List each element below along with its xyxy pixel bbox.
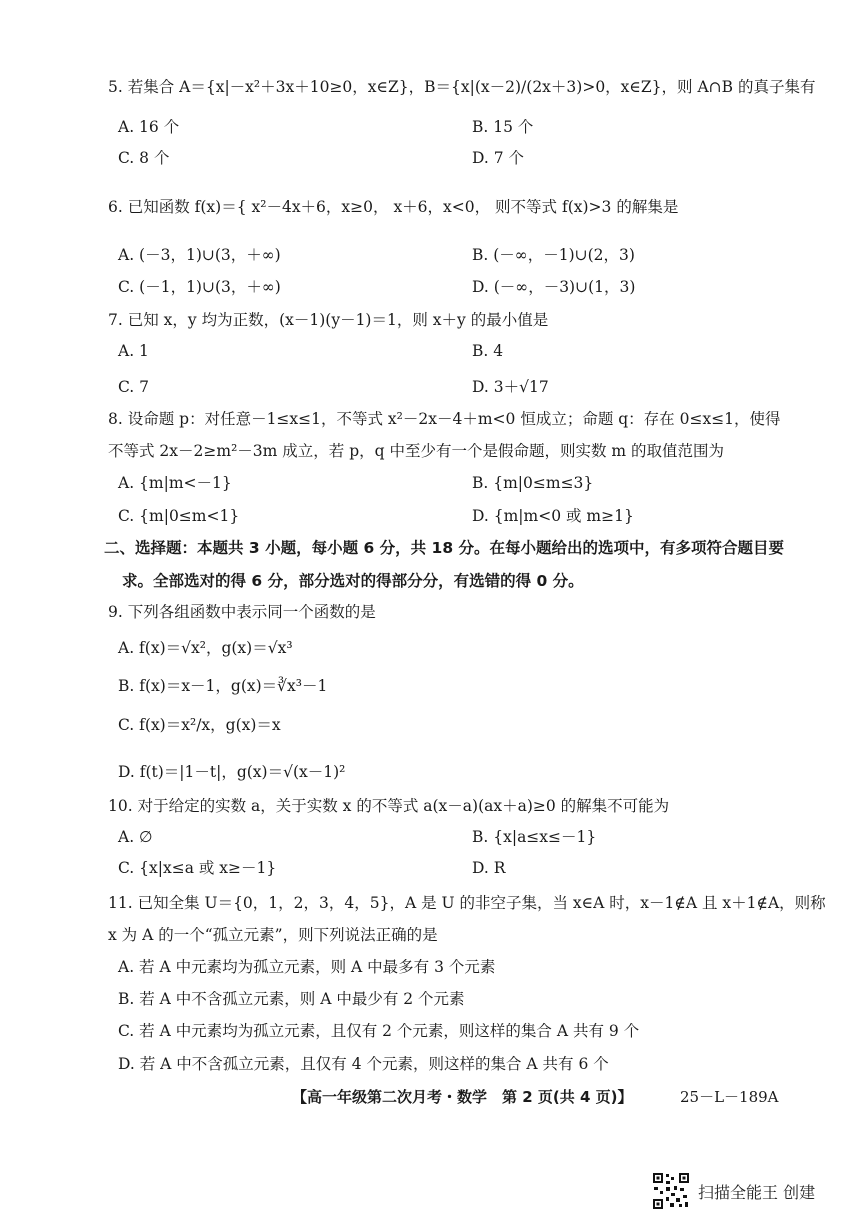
section-2-heading-line-2: 求。全部选对的得 6 分，部分选对的得部分分，有选错的得 0 分。 bbox=[122, 572, 584, 590]
question-6-option-d: D. (－∞，－3)∪(1，3) bbox=[472, 278, 636, 296]
question-10-option-a: A. ∅ bbox=[118, 828, 153, 846]
question-7: 7. 已知 x，y 均为正数，(x－1)(y－1)＝1，则 x＋y 的最小值是 bbox=[108, 311, 549, 329]
question-11-line-2: x 为 A 的一个“孤立元素”，则下列说法正确的是 bbox=[108, 926, 438, 944]
question-5-option-b: B. 15 个 bbox=[472, 118, 534, 136]
question-11-line-1: 11. 已知全集 U＝{0，1，2，3，4，5}，A 是 U 的非空子集，当 x∈A 时，x－1∉A 且 x＋1∉A，则称 bbox=[108, 894, 826, 912]
question-7-option-c: C. 7 bbox=[118, 378, 150, 396]
question-10: 10. 对于给定的实数 a，关于实数 x 的不等式 a(x－a)(ax＋a)≥0 的解集不可能为 bbox=[108, 797, 670, 815]
question-5: 5. 若集合 A＝{x|－x²＋3x＋10≥0，x∈Z}，B＝{x|(x－2)/(2x＋3)>0，x∈Z}，则 A∩B 的真子集有 bbox=[108, 78, 816, 96]
question-5-option-c: C. 8 个 bbox=[118, 149, 170, 167]
question-7-option-a: A. 1 bbox=[118, 342, 149, 360]
question-6-option-a: A. (－3，1)∪(3，＋∞) bbox=[118, 246, 281, 264]
page-footer-code: 25－L－189A bbox=[680, 1088, 779, 1106]
question-11-option-d: D. 若 A 中不含孤立元素，且仅有 4 个元素，则这样的集合 A 共有 6 个 bbox=[118, 1055, 609, 1073]
question-11-option-c: C. 若 A 中元素均为孤立元素，且仅有 2 个元素，则这样的集合 A 共有 9 个 bbox=[118, 1022, 640, 1040]
question-10-option-d: D. R bbox=[472, 859, 506, 877]
section-2-heading-line-1: 二、选择题：本题共 3 小题，每小题 6 分，共 18 分。在每小题给出的选项中，有多项符合题目要 bbox=[104, 539, 785, 557]
question-6: 6. 已知函数 f(x)＝{ x²－4x＋6，x≥0， x＋6，x<0， 则不等式 f(x)>3 的解集是 bbox=[108, 198, 679, 216]
question-8-option-b: B. {m|0≤m≤3} bbox=[472, 474, 594, 492]
question-8-line-1: 8. 设命题 p：对任意－1≤x≤1，不等式 x²－2x－4＋m<0 恒成立；命题 q：存在 0≤x≤1，使得 bbox=[108, 410, 781, 428]
question-10-option-c: C. {x|x≤a 或 x≥－1} bbox=[118, 859, 277, 877]
qr-code-icon bbox=[652, 1172, 690, 1210]
question-9-option-b: B. f(x)＝x－1，g(x)＝∛x³－1 bbox=[118, 677, 328, 695]
question-7-option-b: B. 4 bbox=[472, 342, 504, 360]
scanner-watermark bbox=[652, 1170, 842, 1212]
question-6-option-b: B. (－∞，－1)∪(2，3) bbox=[472, 246, 635, 264]
question-6-option-c: C. (－1，1)∪(3，＋∞) bbox=[118, 278, 281, 296]
question-5-option-d: D. 7 个 bbox=[472, 149, 525, 167]
question-8-option-c: C. {m|0≤m<1} bbox=[118, 507, 240, 525]
question-9-option-d: D. f(t)＝|1－t|，g(x)＝√(x－1)² bbox=[118, 763, 346, 781]
question-9-option-a: A. f(x)＝√x²，g(x)＝√x³ bbox=[118, 639, 293, 657]
question-8-option-a: A. {m|m<－1} bbox=[118, 474, 232, 492]
question-8-option-d: D. {m|m<0 或 m≥1} bbox=[472, 507, 634, 525]
watermark-text: 扫描全能王 创建 bbox=[698, 1182, 816, 1202]
question-10-option-b: B. {x|a≤x≤－1} bbox=[472, 828, 597, 846]
question-9: 9. 下列各组函数中表示同一个函数的是 bbox=[108, 603, 376, 621]
question-7-option-d: D. 3＋√17 bbox=[472, 378, 549, 396]
page-footer-title: 【高一年级第二次月考・数学 第 2 页(共 4 页)】 bbox=[292, 1088, 633, 1106]
question-11-option-a: A. 若 A 中元素均为孤立元素，则 A 中最多有 3 个元素 bbox=[118, 958, 496, 976]
question-9-option-c: C. f(x)＝x²/x，g(x)＝x bbox=[118, 716, 281, 734]
question-11-option-b: B. 若 A 中不含孤立元素，则 A 中最少有 2 个元素 bbox=[118, 990, 465, 1008]
question-8-line-2: 不等式 2x－2≥m²－3m 成立，若 p，q 中至少有一个是假命题，则实数 m 的取值范围为 bbox=[108, 442, 725, 460]
question-5-option-a: A. 16 个 bbox=[118, 118, 180, 136]
